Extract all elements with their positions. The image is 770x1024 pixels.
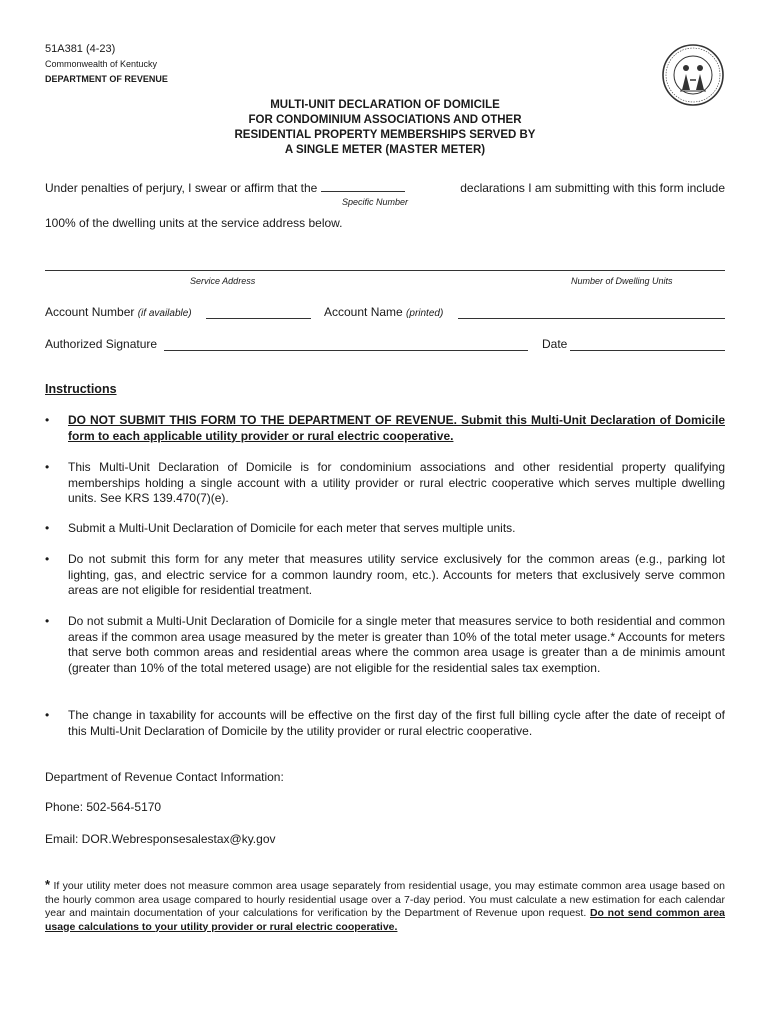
instruction-text: Do not submit this form for any meter that measures utility service exclusively for the common areas (e.g., parking lot lighting, gas, and electric service for a common laundry room, etc.). Accounts for meters that exclusively serve common areas are not eligible for residential treatment. — [68, 552, 725, 597]
contact-email[interactable]: Email: DOR.Webresponsesalestax@ky.gov — [45, 832, 276, 846]
instruction-item — [45, 552, 725, 599]
contact-phone: Phone: 502-564-5170 — [45, 800, 162, 814]
form-number: 51A381 (4-23) — [45, 43, 116, 55]
title-line: RESIDENTIAL PROPERTY MEMBERSHIPS SERVED BY — [234, 129, 536, 141]
account-number-field[interactable] — [206, 305, 311, 319]
footnote-star: * — [45, 877, 51, 892]
commonwealth-label: Commonwealth of Kentucky — [45, 59, 158, 69]
account-row — [45, 305, 725, 323]
department-label: DEPARTMENT OF REVENUE — [45, 74, 168, 84]
instruction-text: Do not submit a Multi-Unit Declaration of Domicile for a single meter that measures service to both residential and common areas if the common area usage measured by the meter is greater than 10% of the total meter usage.* Accounts for meters that serve both common areas and residential areas where the common area usage is greater than a de minimis amount (greater than 10% of the total metered usage) are not eligible for the residential sales tax exemption. — [68, 614, 725, 675]
account-name-field[interactable] — [458, 305, 725, 319]
account-name-note: (printed) — [406, 308, 444, 319]
form-title — [140, 98, 630, 158]
bullet-icon: • — [45, 614, 50, 628]
title-line: A SINGLE METER (MASTER METER) — [284, 144, 486, 156]
service-address-label: Service Address — [190, 276, 256, 286]
account-name-text: Account Name — [324, 305, 403, 319]
instruction-item — [45, 521, 725, 537]
footnote-text: If your utility meter does not measure common area usage separately from residential usage, you may estimate common area usage based on the hourly common area usage compared to hourly residential usage over a 7-day period. You must calculate a new estimation for each calendar year and maintain documentation of your calculations for verification by the Department of Revenue upon request. — [45, 880, 725, 919]
specific-number-field[interactable] — [321, 181, 405, 192]
signature-label: Authorized Signature — [45, 337, 158, 351]
kentucky-seal-icon — [662, 44, 724, 106]
instruction-text: Submit a Multi-Unit Declaration of Domicile for each meter that serves multiple units. — [68, 521, 516, 535]
account-number-label — [45, 305, 192, 319]
instruction-text: DO NOT SUBMIT THIS FORM TO THE DEPARTMENT OF REVENUE. Submit this Multi-Unit Declaration of Domicile form to each applicable utility provider or rural electric cooperative. — [68, 413, 725, 443]
instructions-heading: Instructions — [45, 382, 117, 396]
date-label: Date — [542, 337, 568, 351]
account-number-text: Account Number — [45, 305, 135, 319]
instruction-item — [45, 708, 725, 739]
declaration-lead: Under penalties of perjury, I swear or affirm that the — [45, 181, 318, 195]
bullet-icon: • — [45, 708, 50, 722]
signature-field[interactable] — [164, 337, 528, 351]
title-line: FOR CONDOMINIUM ASSOCIATIONS AND OTHER — [248, 114, 522, 126]
declaration-line — [45, 181, 725, 195]
declaration-tail: declarations I am submitting with this form include — [460, 181, 725, 195]
declaration-line-2: 100% of the dwelling units at the service address below. — [45, 216, 343, 230]
signature-row — [45, 337, 725, 355]
bullet-icon: • — [45, 552, 50, 566]
instruction-text: This Multi-Unit Declaration of Domicile is for condominium associations and other residential property qualifying memberships holding a single account with a utility provider or rural electric cooperative which serves multiple dwelling units. See KRS 139.470(7)(e). — [68, 460, 725, 505]
instruction-text: The change in taxability for accounts will be effective on the first day of the first full billing cycle after the date of receipt of this Multi-Unit Declaration of Domicile by the utility provider or rural electric cooperative. — [68, 708, 725, 738]
footnote-emphasis: Do not send common area usage calculations to your utility provider or rural electric cooperative. — [45, 907, 725, 933]
instruction-item — [45, 413, 725, 444]
account-number-note: (if available) — [137, 308, 192, 319]
specific-number-label: Specific Number — [342, 197, 409, 207]
service-address-field[interactable] — [45, 270, 725, 271]
bullet-icon: • — [45, 521, 50, 535]
footnote — [45, 878, 725, 934]
account-name-label — [324, 305, 443, 319]
date-field[interactable] — [570, 337, 725, 351]
bullet-icon: • — [45, 460, 50, 474]
instruction-item — [45, 460, 725, 507]
bullet-icon: • — [45, 413, 50, 427]
instruction-item — [45, 614, 725, 676]
dwelling-units-label: Number of Dwelling Units — [571, 276, 673, 286]
contact-heading: Department of Revenue Contact Information: — [45, 770, 284, 784]
title-line: MULTI-UNIT DECLARATION OF DOMICILE — [270, 99, 500, 111]
